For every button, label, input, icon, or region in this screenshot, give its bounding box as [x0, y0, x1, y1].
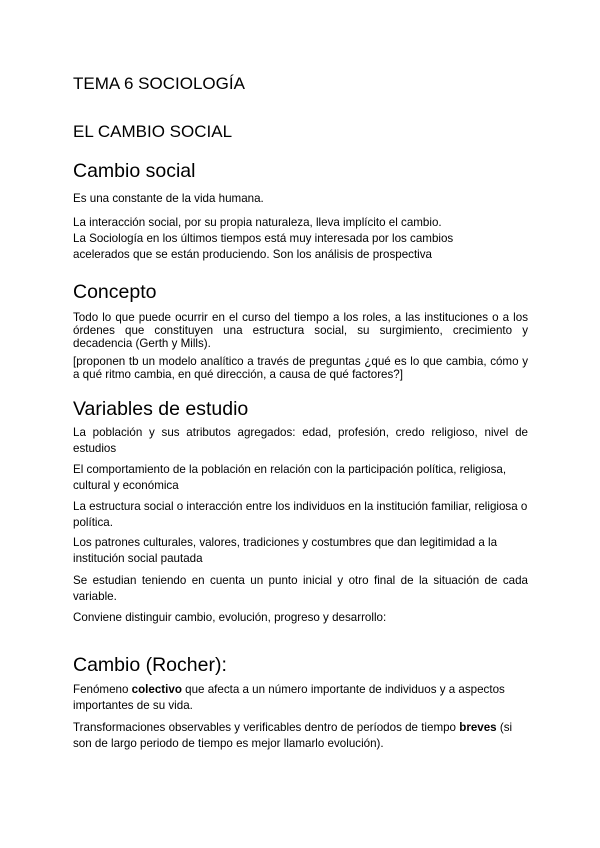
rocher-p2-pre: Transformaciones observables y verificables dentro de períodos de tiempo [73, 721, 460, 734]
cambio-social-p1: Es una constante de la vida humana. [73, 192, 264, 205]
rocher-p1-post: que afecta a un número importante de individuos y a aspectos importantes de su vida. [73, 683, 505, 712]
cambio-social-p2-line2: La Sociología en los últimos tiempos está muy interesada por los cambios [73, 232, 454, 245]
rocher-p1 [73, 682, 528, 714]
cambio-social-p2-line1: La interacción social, por su propia naturaleza, lleva implícito el cambio. [73, 216, 442, 229]
concepto-p1: Todo lo que puede ocurrir en el curso del tiempo a los roles, a las instituciones o a los órdenes que constituyen una estructura social, su surgimiento, crecimiento y decadencia (Gerth y Mills). [73, 311, 528, 350]
heading-concepto: Concepto [73, 281, 157, 303]
rocher-p1-bold: colectivo [131, 683, 182, 696]
variables-item: La población y sus atributos agregados: edad, profesión, credo religioso, nivel de estudios [73, 426, 528, 455]
rocher-p1-pre: Fenómeno [73, 683, 132, 696]
document-title: TEMA 6 SOCIOLOGÍA [73, 74, 245, 93]
concepto-p2: [proponen tb un modelo analítico a través de preguntas ¿qué es lo que cambia, cómo y a qué ritmo cambia, en qué dirección, a causa de qué factores?] [73, 355, 528, 381]
variables-item: La estructura social o interacción entre los individuos en la institución familiar, religiosa o política. [73, 500, 528, 529]
variables-item: Se estudian teniendo en cuenta un punto inicial y otro final de la situación de cada variable. [73, 574, 528, 603]
variables-item: Los patrones culturales, valores, tradiciones y costumbres que dan legitimidad a la institución social pautada [73, 536, 498, 565]
rocher-p2 [73, 720, 528, 752]
variables-item: Conviene distinguir cambio, evolución, progreso y desarrollo: [73, 611, 387, 624]
variables-item: El comportamiento de la población en relación con la participación política, religiosa, cultural y económica [73, 463, 507, 492]
document-subtitle: EL CAMBIO SOCIAL [73, 122, 233, 141]
heading-variables-estudio: Variables de estudio [73, 398, 249, 420]
cambio-social-p2-line3: acelerados que se están produciendo. Son los análisis de prospectiva [73, 248, 432, 261]
heading-cambio-rocher: Cambio (Rocher): [73, 654, 227, 676]
heading-cambio-social: Cambio social [73, 160, 196, 182]
rocher-p2-post: (si son de largo periodo de tiempo es mejor llamarlo evolución). [73, 721, 513, 750]
rocher-p2-bold: breves [459, 721, 497, 734]
cambio-social-p2 [73, 215, 528, 263]
